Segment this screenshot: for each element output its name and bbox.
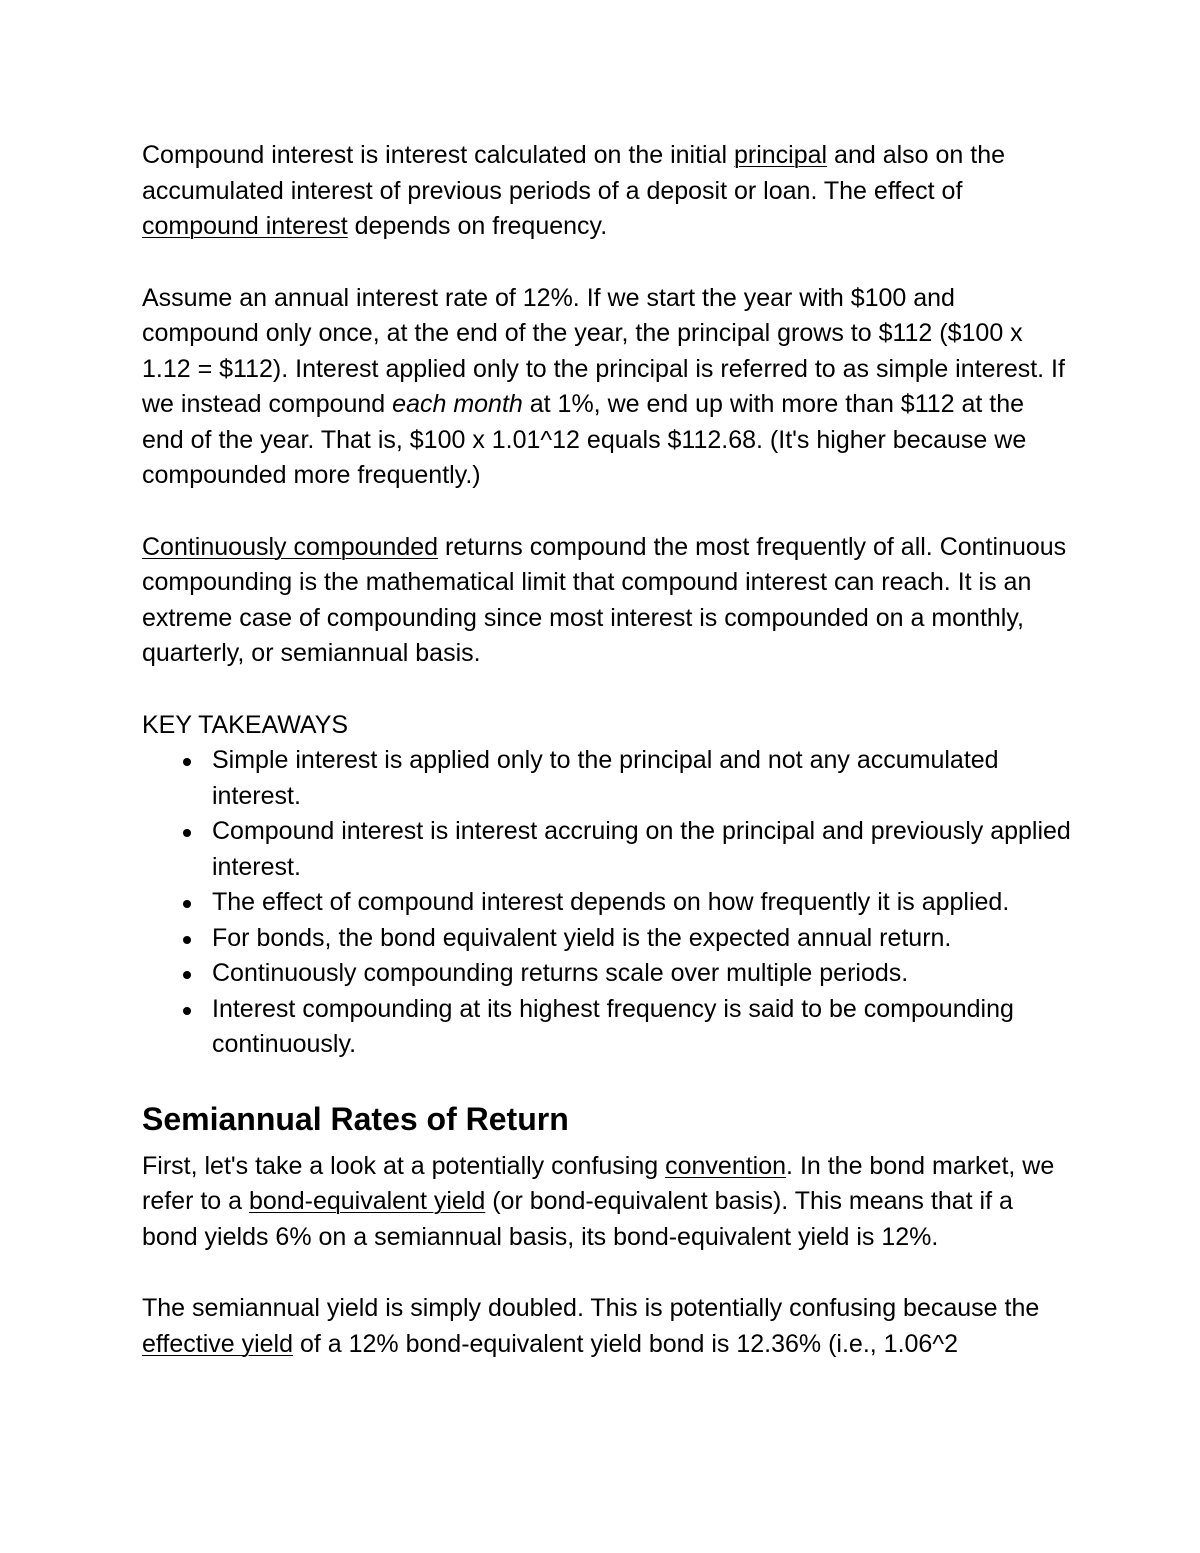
- section-heading-semiannual: Semiannual Rates of Return: [142, 1100, 569, 1137]
- continuous-paragraph: [142, 530, 1072, 672]
- doubled-paragraph: [142, 1291, 1072, 1362]
- intro-paragraph: [142, 138, 1072, 245]
- takeaway-item: Interest compounding at its highest frequency is said to be compounding continuously.: [212, 992, 1072, 1063]
- example-paragraph: [142, 281, 1072, 494]
- convention-text-2: . In the bond market, we refer to a: [142, 1151, 1055, 1215]
- paragraph-gap: [142, 1255, 1072, 1291]
- continuously-compounded-link[interactable]: Continuously compounded: [142, 532, 439, 561]
- paragraph-gap: [142, 494, 1072, 530]
- example-text-2: at 1%, we end up with more than $112 at the end of the year. That is, $100 x 1.01^12 equals $112.68. (It's higher because we compounded more frequently.): [142, 390, 1027, 489]
- takeaway-item: For bonds, the bond equivalent yield is the expected annual return.: [212, 921, 1072, 957]
- takeaway-item: The effect of compound interest depends on how frequently it is applied.: [212, 885, 1072, 921]
- continuous-text: returns compound the most frequently of all. Continuous compounding is the mathematical limit that compound interest can reach. It is an extreme case of compounding since most interest is compounded on a monthly, quarterly, or semiannual basis.: [142, 532, 1067, 667]
- takeaway-item: Continuously compounding returns scale over multiple periods.: [212, 956, 1072, 992]
- paragraph-gap: [142, 672, 1072, 708]
- key-takeaways-list: [142, 743, 1072, 1063]
- each-month-emphasis: each month: [392, 390, 523, 418]
- paragraph-gap: [142, 245, 1072, 281]
- effective-yield-link[interactable]: effective yield: [142, 1329, 294, 1358]
- convention-paragraph: [142, 1149, 1072, 1256]
- doubled-text-1: The semiannual yield is simply doubled. This is potentially confusing because the: [142, 1294, 1040, 1322]
- intro-text-1: Compound interest is interest calculated on the initial: [142, 141, 734, 169]
- convention-text-3: (or bond-equivalent basis). This means that if a bond yields 6% on a semiannual basis, its bond-equivalent yield is 12%.: [142, 1187, 1013, 1251]
- compound-interest-link[interactable]: compound interest: [142, 212, 348, 240]
- intro-text-3: depends on frequency.: [347, 212, 608, 240]
- takeaway-item: Compound interest is interest accruing on the principal and previously applied interest.: [212, 814, 1072, 885]
- example-text-1: Assume an annual interest rate of 12%. If we start the year with $100 and compound only once, at the end of the year, the principal grows to $112 ($100 x 1.12 = $112). Interest applied only to the principal is referred to as simple interest. If we instead compound: [142, 283, 1065, 418]
- convention-text-1: First, let's take a look at a potentially confusing: [142, 1151, 666, 1180]
- document-body: [142, 138, 1072, 1362]
- principal-link[interactable]: principal: [734, 141, 828, 169]
- bond-equivalent-yield-link[interactable]: bond-equivalent yield: [249, 1187, 486, 1215]
- key-takeaways-heading: KEY TAKEAWAYS: [142, 710, 349, 739]
- takeaway-item: Simple interest is applied only to the principal and not any accumulated interest.: [212, 743, 1072, 814]
- intro-text-2: and also on the accumulated interest of previous periods of a deposit or loan. The effect of: [142, 141, 1006, 205]
- convention-link[interactable]: convention: [665, 1151, 787, 1180]
- doubled-text-2: of a 12% bond-equivalent yield bond is 12.36% (i.e., 1.06^2: [293, 1329, 958, 1358]
